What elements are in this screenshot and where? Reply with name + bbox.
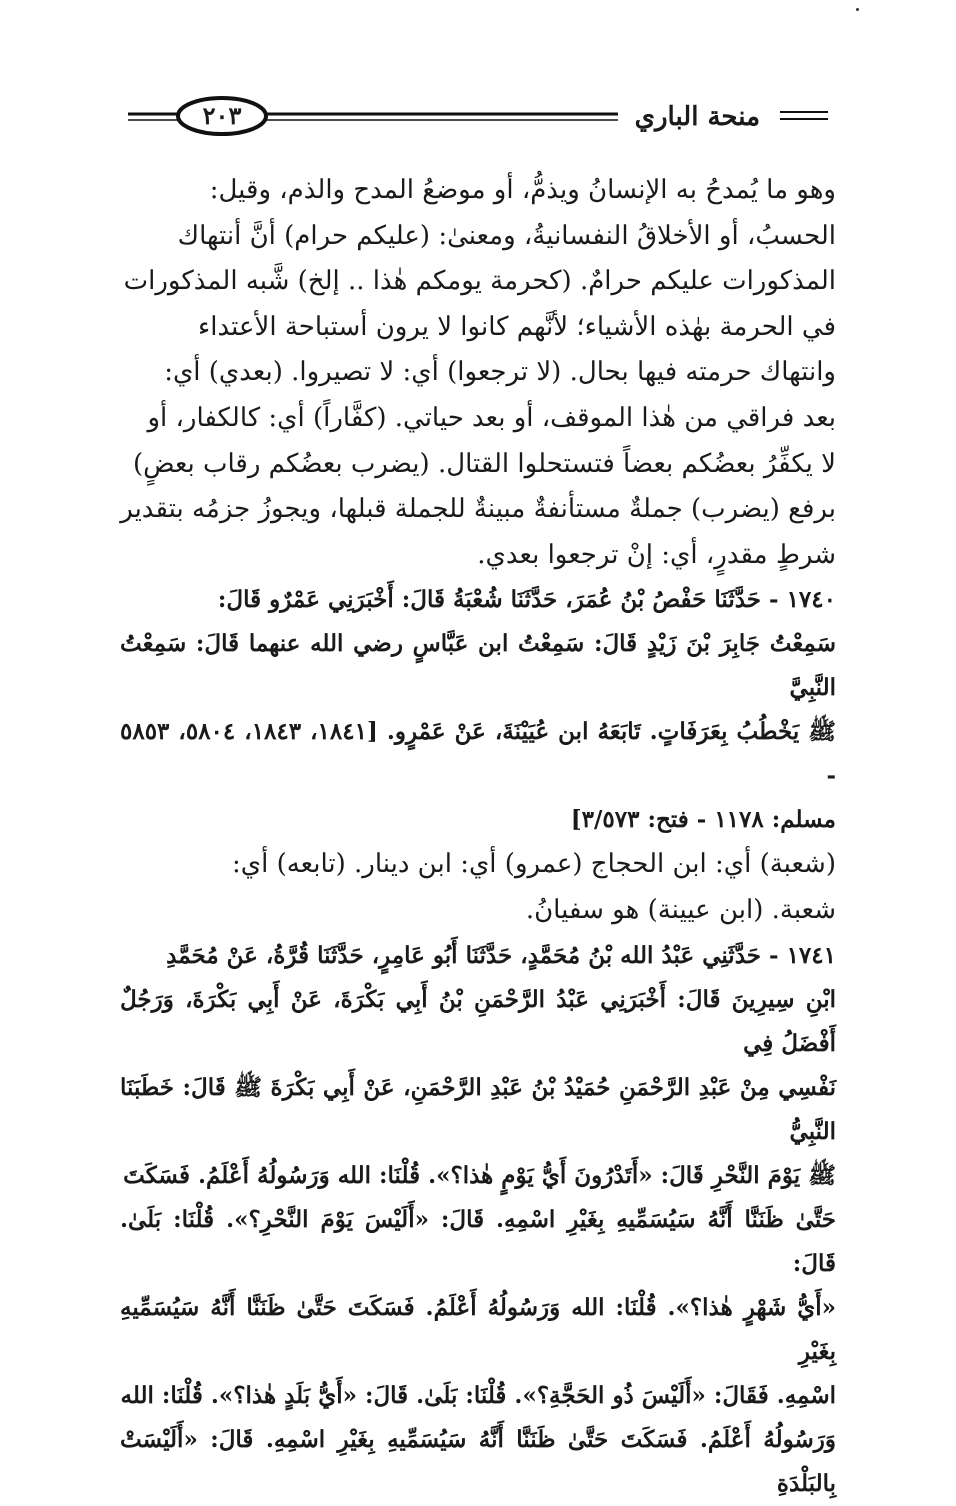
text-line: في الحرمة بهٰذه الأشياء؛ لأنَّهم كانوا لا يرون أستباحة الأعتداء — [198, 311, 836, 342]
commentary-paragraph — [120, 168, 836, 578]
text-line: المذكورات عليكم حرامٌ. (كحرمة يومكم هٰذا .. إلخ) شَّبه المذكورات — [123, 266, 836, 297]
hadith-line: اسْمِهِ. فَقَالَ: «أَلَيْسَ ذُو الحَجَّةِ؟». قُلْنَا: بَلَىٰ. قَالَ: «أَيُّ بَلَدٍ هٰذا؟». قُلْنَا: الله — [120, 1381, 836, 1409]
text-line: وهو ما يُمدحُ به الإنسانُ ويذمُّ، أو موضعُ المدح والذم، وقيل: — [209, 175, 836, 205]
hadith-line: ١٧٤٠ - حَدَّثَنَا حَفْصُ بْنُ عُمَرَ، حَدَّثَنَا شُعْبَةُ قَالَ: أَخْبَرَنِي عَمْرٌو قَالَ: — [217, 586, 836, 614]
text-line: الحسبُ، أو الأخلاقُ النفسانيةُ، ومعنىٰ: (عليكم حرام) أنَّ أنتهاك — [177, 220, 836, 251]
hadith-line: نَفْسِي مِنْ عَبْدِ الرَّحْمَنِ حُمَيْدُ بْنُ عَبْدِ الرَّحْمَنِ، عَنْ أَبِي بَكْرَةَ ﷺ قَالَ: خَطَبَنَا النَّبِيُّ — [120, 1073, 836, 1145]
hadith-line: مسلم: ١١٧٨ - فتح: ٣/٥٧٣] — [570, 806, 836, 834]
scan-dot — [856, 8, 859, 11]
page-body — [120, 168, 836, 1506]
text-line: شرطٍ مقدرٍ، أي: إنْ ترجعوا بعدي. — [477, 539, 836, 570]
hadith-line: وَرَسُولُهُ أَعْلَمُ. فَسَكَتَ حَتَّىٰ ظَنَنَّا أَنَّهُ سَيُسَمِّيهِ بِغَيْرِ اسْمِهِ. قَالَ: «أَلَيْسَتْ بِالبَلْدَةِ — [120, 1425, 836, 1497]
hadith-line: ﷺ يَخْطُبُ بِعَرَفَاتٍ. تَابَعَهُ ابن عُيَيْنَةَ، عَنْ عَمْرٍو. [١٨٤١، ١٨٤٣، ٥٨٠٤، ٥٨٥٣ - — [120, 718, 836, 790]
page-number: ٢٠٣ — [202, 101, 242, 130]
hadith-1741 — [120, 934, 836, 1506]
hadith-line: ابْنِ سِيرِينَ قَالَ: أَخْبَرَنِي عَبْدُ الرَّحْمَنِ بْنُ أَبِي بَكْرَةَ، عَنْ أَبِي بَكْرَةَ، وَرَجُلٌ أَفْضَلُ فِي — [120, 985, 836, 1057]
text-line: (شعبة) أي: ابن الحجاج (عمرو) أي: ابن دينار. (تابعه) أي: — [231, 849, 836, 880]
hadith-line: سَمِعْتُ جَابِرَ بْنَ زَيْدٍ قَالَ: سَمِعْتُ ابن عَبَّاسٍ رضي الله عنهما قَالَ: سَمِعْتُ النَّبِيَّ — [120, 630, 836, 702]
text-line: برفع (يضرب) جملةٌ مستأنفةٌ مبينةٌ للجملة قبلها، ويجوزُ جزمُه بتقدير — [120, 494, 836, 525]
text-line: لا يكفِّرُ بعضُكم بعضاً فتستحلوا القتال. (يضرب بعضُكم رقاب بعضٍ) — [132, 448, 836, 479]
text-line: شعبة. (ابن عيينة) هو سفيانُ. — [525, 894, 836, 925]
hadith-line: حَتَّىٰ ظَنَنَّا أَنَّهُ سَيُسَمِّيهِ بِغَيْرِ اسْمِهِ. قَالَ: «أَلَيْسَ يَوْمَ النَّحْرِ؟». قُلْنَا: بَلَىٰ. قَالَ: — [120, 1205, 836, 1277]
running-title: منحة الباري — [634, 102, 760, 132]
hadith-line: «أَيُّ شَهْرٍ هٰذا؟». قُلْنَا: الله وَرَسُولُهُ أَعْلَمُ. فَسَكَتَ حَتَّىٰ ظَنَنَّا أَنَّهُ سَيُسَمِّيهِ بِغَيْرِ — [120, 1293, 836, 1365]
hadith-line: ١٧٤١ - حَدَّثَنِي عَبْدُ الله بْنُ مُحَمَّدٍ، حَدَّثَنَا أَبُو عَامِرٍ، حَدَّثَنَا قُرَّةُ، عَنْ مُحَمَّدِ — [166, 941, 836, 969]
hadith-line: ﷺ يَوْمَ النَّحْرِ قَالَ: «أَتَدْرُونَ أَيُّ يَوْمٍ هٰذا؟». قُلْنَا: الله وَرَسُولُهُ أَعْلَمُ. فَسَكَتَ — [123, 1161, 836, 1189]
hadith-1740 — [120, 578, 836, 842]
text-line: وانتهاك حرمته فيها بحال. (لا ترجعوا) أي: لا تصيروا. (بعدي) أي: — [164, 357, 836, 388]
page-header — [128, 92, 828, 144]
text-line: بعد فراقي من هٰذا الموقف، أو بعد حياتي. (كفَّاراً) أي: كالكفار، أو — [147, 402, 836, 433]
commentary-paragraph — [120, 842, 836, 933]
